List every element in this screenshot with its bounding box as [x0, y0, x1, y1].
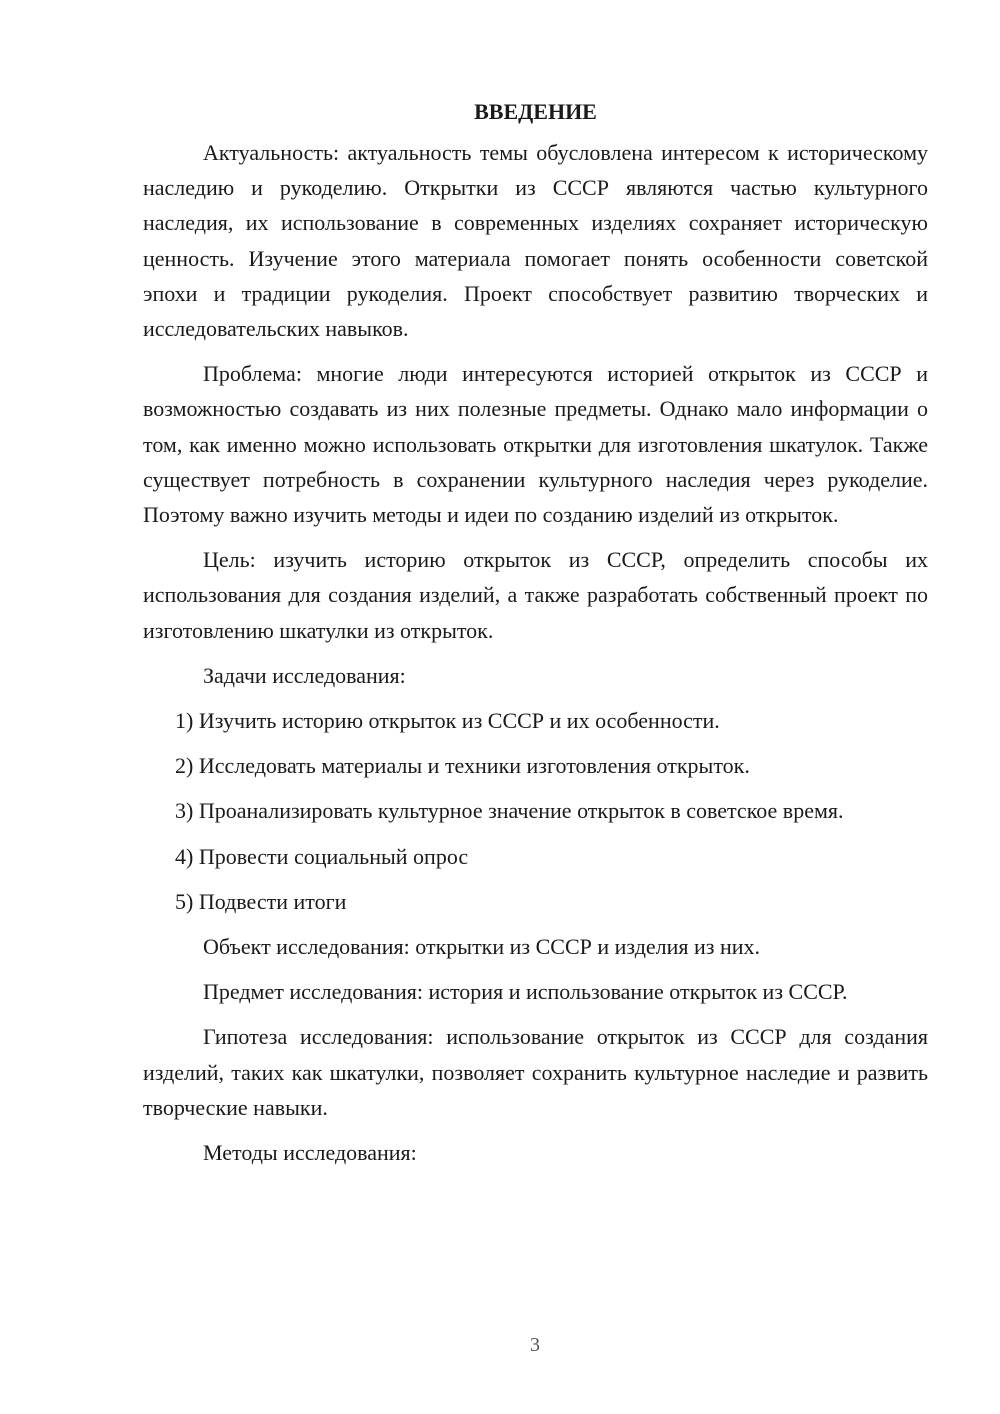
paragraph-hypothesis: Гипотеза исследования: использование открыток из СССР для создания изделий, таких как шкатулки, позволяет сохранить культурное наследие и развить творческие навыки. [143, 1024, 928, 1120]
paragraph-object: Объект исследования: открытки из СССР и изделия из них. [203, 934, 761, 960]
paragraph-methods: Методы исследования: [203, 1140, 417, 1166]
task-item: 5) Подвести итоги [175, 888, 347, 914]
page-content [143, 94, 928, 1180]
page-title: ВВЕДЕНИЕ [474, 99, 597, 124]
paragraph-goal: Цель: изучить историю открыток из СССР, определить способы их использования для создания изделий, а также разработать собственный проект по изготовлению шкатулки из открыток. [143, 547, 928, 643]
task-item: 2) Исследовать материалы и техники изготовления открыток. [175, 753, 750, 779]
paragraph-tasks-heading: Задачи исследования: [203, 662, 406, 688]
paragraph-relevance: Актуальность: актуальность темы обусловлена интересом к историческому наследию и рукоделию. Открытки из СССР являются частью культурного наследия, их использование в современных изделиях сохраняет историческую ценность. Изучение этого материала помогает понять особенности советской эпохи и традиции рукоделия. Проект способствует развитию творческих и исследовательских навыков. [143, 140, 928, 342]
task-item: 4) Провести социальный опрос [175, 843, 469, 869]
paragraph-subject: Предмет исследования: история и использование открыток из СССР. [203, 979, 848, 1005]
page-number: 3 [530, 1334, 540, 1356]
task-item: 3) Проанализировать культурное значение открыток в советское время. [175, 798, 844, 824]
paragraph-problem: Проблема: многие люди интересуются историей открыток из СССР и возможностью создавать из них полезные предметы. Однако мало информации о том, как именно можно использовать открытки для изготовления шкатулок. Также существует потребность в сохранении культурного наследия через рукоделие. Поэтому важно изучить методы и идеи по созданию изделий из открыток. [143, 361, 928, 528]
task-item: 1) Изучить историю открыток из СССР и их особенности. [175, 708, 720, 734]
